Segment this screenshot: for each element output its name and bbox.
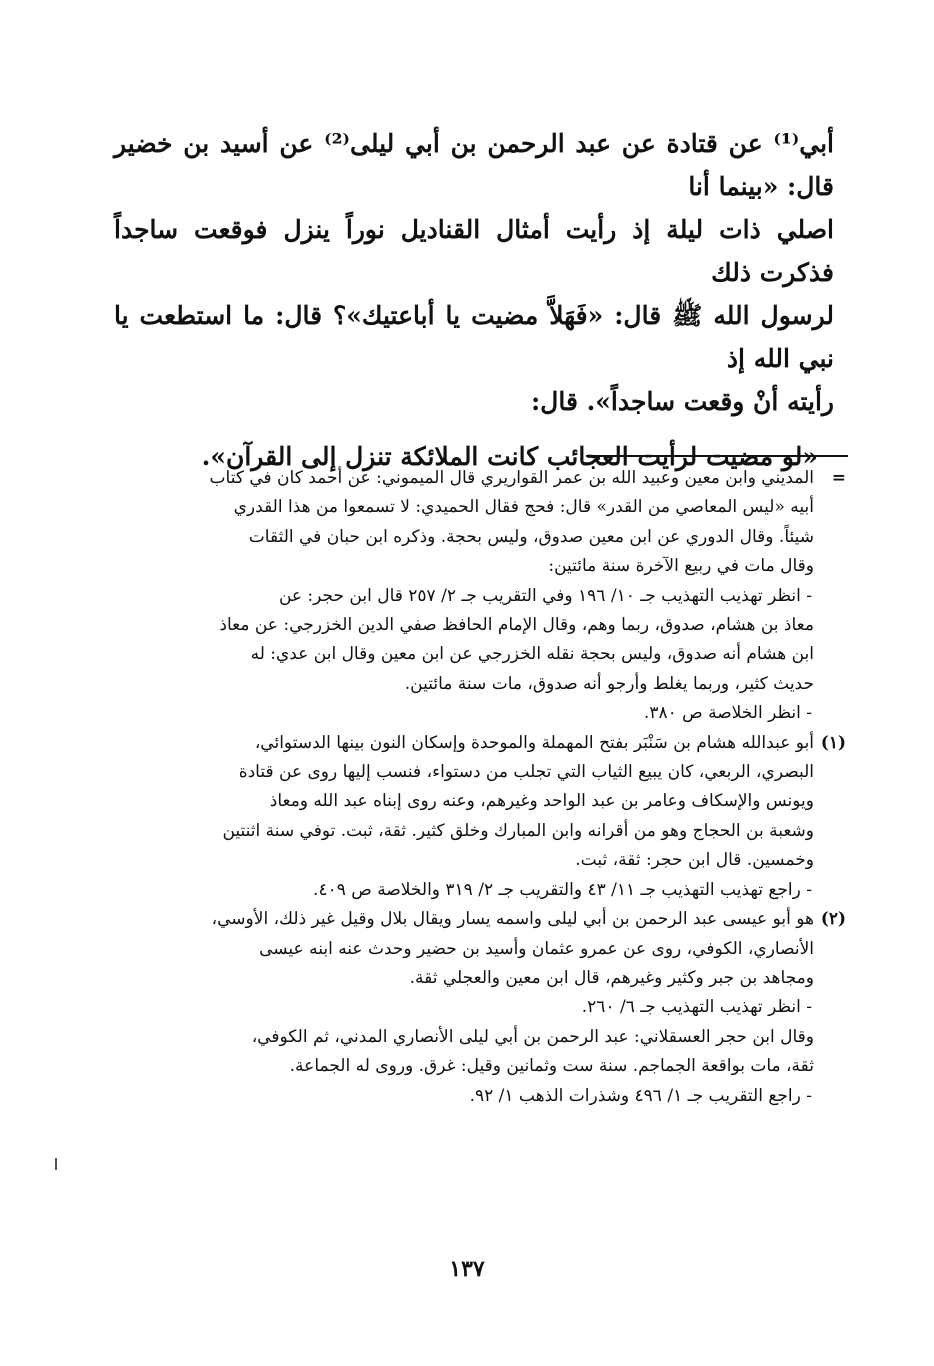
- main-line: رأيته أنْ وقعت ساجداً». قال:: [530, 387, 834, 416]
- footnote-line: أبيه «ليس المعاصي من القدر» قال: فحج فقال الحميدي: لا تسمعوا من هذا القدري: [233, 497, 814, 518]
- footnote-marker: =: [831, 468, 846, 488]
- footnote-line: معاذ بن هشام، صدوق، ربما وهم، وقال الإمام الحافظ صفي الدين الخزرجي: عن معاذ: [219, 615, 814, 636]
- footnote-line: المديني وابن معين وعبيد الله بن عمر القواريري قال الميموني: عن أحمد كان في كتاب: [209, 468, 814, 488]
- hadith-quote: «لو مضيت لرأيت العجائب كانت الملائكة تنزل إلى القرآن».: [201, 442, 818, 471]
- footnote-body: [106, 464, 814, 729]
- footnote-line: ابن هشام أنه صدوق، وليس بحجة نقله الخزرجي عن ابن معين وقال ابن عدي: له: [250, 644, 814, 665]
- footnote-line: ويونس والإسكاف وعامر بن عبد الواحد وغيرهم، وعنه روى إبناه عبد الله ومعاذ: [269, 791, 814, 812]
- main-line: لرسول الله ﷺ قال: «فَهَلاَّ مضيت يا أباعتيك»؟ قال: ما استطعت يا نبي الله إذ: [114, 301, 834, 373]
- footnote-continued: [106, 464, 846, 729]
- footnote-2: [106, 905, 846, 1111]
- footnote-marker: (٢): [820, 909, 846, 930]
- footnote-reference: - انظر تهذيب التهذيب جـ ١٠/ ١٩٦ وفي التقريب جـ ٢/ ٢٥٧ قال ابن حجر: عن: [278, 585, 812, 606]
- footnote-line: وخمسين. قال ابن حجر: ثقة، ثبت.: [575, 850, 814, 871]
- footnote-body: [106, 729, 814, 905]
- footnote-line: حديث كثير، وربما يغلط وأرجو أنه صدوق، مات سنة مائتين.: [404, 673, 814, 694]
- footnote-reference: - راجع تهذيب التهذيب جـ ١١/ ٤٣ والتقريب جـ ٢/ ٣١٩ والخلاصة ص ٤٠٩.: [313, 879, 812, 900]
- footnote-line: أبو عبدالله هشام بن سَنْبَر بفتح المهملة والموحدة وإسكان النون بينها الدستوائي،: [254, 732, 814, 753]
- footnote-separator: [586, 455, 848, 457]
- page-number: ١٣٧: [449, 1256, 485, 1282]
- footnotes: [106, 464, 846, 1111]
- footnote-reference: - راجع التقريب جـ ١/ ٤٩٦ وشذرات الذهب ١/ ٩٢.: [469, 1085, 812, 1106]
- footnote-line: البصري، الربعي، كان يبيع الثياب التي تجلب من دستواء، فنسب إليها روى عن قتادة: [238, 762, 814, 783]
- footnote-line: ثقة، مات بواقعة الجماجم. سنة ست وثمانين وقيل: غرق. وروى له الجماعة.: [289, 1056, 814, 1077]
- main-line: اصلي ذات ليلة إذ رأيت أمثال القناديل نوراً ينزل فوقعت ساجداً فذكرت ذلك: [114, 215, 834, 287]
- footnote-reference: - انظر تهذيب التهذيب جـ ٦/ ٢٦٠.: [581, 997, 812, 1018]
- footnote-line: هو أبو عيسى عبد الرحمن بن أبي ليلى واسمه يسار ويقال بلال وقيل غير ذلك، الأوسي،: [211, 909, 814, 930]
- main-text: [114, 122, 834, 478]
- footnote-reference: - انظر الخلاصة ص ٣٨٠.: [643, 703, 812, 724]
- scan-speck: [55, 1158, 57, 1170]
- footnote-1: [106, 729, 846, 905]
- footnote-line: وقال ابن حجر العسقلاني: عبد الرحمن بن أبي ليلى الأنصاري المدني، ثم الكوفي،: [251, 1026, 814, 1047]
- main-line: أبي⁽¹⁾ عن قتادة عن عبد الرحمن بن أبي ليلى⁽²⁾ عن أسيد بن خضير قال: «بينما أنا: [114, 129, 834, 201]
- footnote-line: شيئاً. وقال الدوري عن ابن معين صدوق، وليس بحجة. وذكره ابن حبان في الثقات: [248, 526, 814, 547]
- footnote-line: وشعبة بن الحجاج وهو من أقرانه وابن المبارك وخلق كثير. ثقة، ثبت. توفي سنة اثنتين: [222, 820, 814, 841]
- footnote-line: وقال مات في ربيع الآخرة سنة مائتين:: [548, 556, 814, 577]
- footnote-marker: (١): [820, 732, 846, 753]
- footnote-line: ومجاهد بن جبر وكثير وغيرهم، قال ابن معين والعجلي ثقة.: [409, 967, 814, 988]
- footnote-body: [106, 905, 814, 1111]
- footnote-line: الأنصاري، الكوفي، روى عن عمرو عثمان وأسيد بن حضير وحدث عنه ابنه عيسى: [259, 938, 814, 959]
